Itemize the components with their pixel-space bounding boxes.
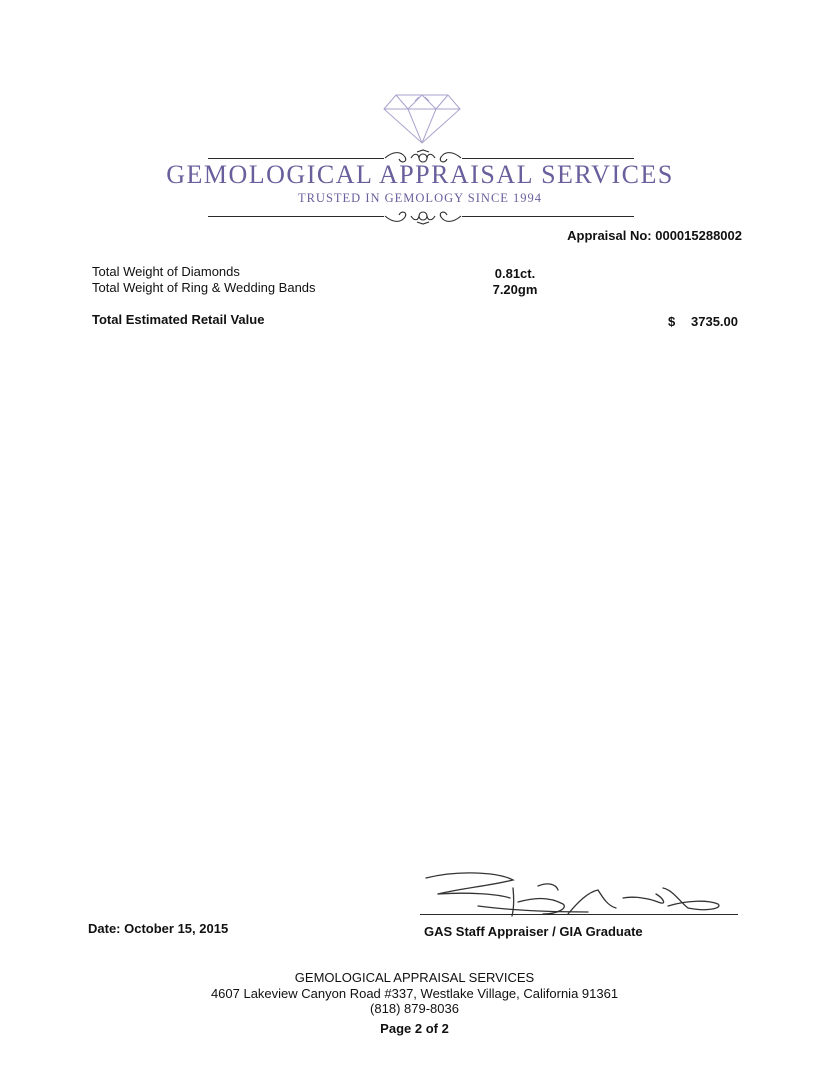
page-number: Page 2 of 2: [380, 1021, 449, 1036]
handwritten-signature: [418, 868, 723, 928]
header-top-rule-right: [462, 158, 634, 159]
total-currency: $: [668, 314, 676, 329]
company-name: GEMOLOGICAL APPRAISAL SERVICES: [166, 160, 674, 189]
signature-line: [420, 914, 738, 915]
header-bottom-rule-right: [462, 216, 634, 217]
appraisal-date: Date: October 15, 2015: [88, 921, 229, 936]
appraisal-number: Appraisal No: 000015288002: [567, 228, 742, 243]
footer-phone: (818) 879-8036: [370, 1001, 459, 1016]
item-value-diamonds: 0.81ct.: [494, 266, 536, 281]
total-amount: 3735.00: [691, 314, 738, 329]
company-tagline: TRUSTED IN GEMOLOGY SINCE 1994: [297, 191, 543, 205]
diamond-logo-icon: [382, 93, 462, 145]
appraiser-title: GAS Staff Appraiser / GIA Graduate: [424, 924, 643, 939]
item-label-bands: Total Weight of Ring & Wedding Bands: [92, 280, 316, 295]
item-value-bands: 7.20gm: [492, 282, 538, 297]
footer-address: 4607 Lakeview Canyon Road #337, Westlake Village, California 91361: [210, 986, 619, 1001]
footer-company: GEMOLOGICAL APPRAISAL SERVICES: [294, 970, 535, 985]
item-label-diamonds: Total Weight of Diamonds: [92, 264, 240, 279]
header-top-rule: [208, 158, 384, 159]
ornament-flourish-icon: [383, 207, 463, 225]
total-label: Total Estimated Retail Value: [92, 312, 265, 327]
header-bottom-rule: [208, 216, 384, 217]
